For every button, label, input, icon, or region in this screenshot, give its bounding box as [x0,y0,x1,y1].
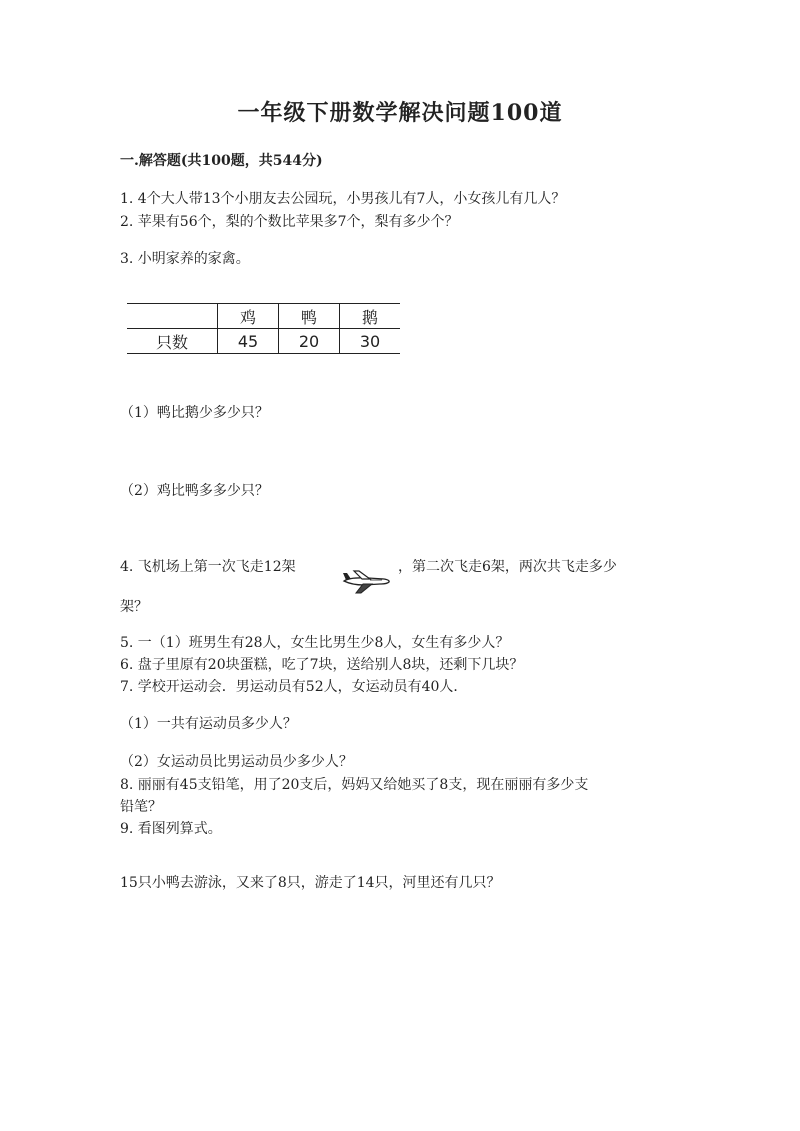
question-3-sub-1: （1）鸭比鹅少多少只？ [120,405,269,421]
question-9-text: 15只小鸭去游泳，又来了8只，游走了14只，河里还有几只？ [120,875,501,891]
poultry-table [127,303,400,354]
question-7-sub-1: （1）一共有运动员多少人？ [120,716,297,732]
page-title: 一年级下册数学解决问题100道 [237,100,563,126]
question-4-part-3: 架？ [120,599,148,615]
table-row [127,329,400,354]
question-6: 6. 盘子里原有20块蛋糕，吃了7块，送给别人8块，还剩下几块？ [120,657,524,673]
table-row-label: 只数 [127,329,218,354]
table-header-cell: 鸭 [279,304,340,329]
question-4-part-2: ，第二次飞走6架，两次共飞走多少 [398,559,617,575]
question-8-line-2: 铅笔？ [120,799,162,815]
table-cell: 20 [279,329,340,354]
question-7: 7. 学校开运动会．男运动员有52人，女运动员有40人． [120,679,468,695]
question-1: 1. 4个大人带13个小朋友去公园玩，小男孩儿有7人，小女孩儿有几人？ [120,191,566,207]
table-header-cell [127,304,218,329]
table-cell: 30 [340,329,401,354]
section-heading: 一.解答题(共100题，共544分) [120,153,323,169]
question-8-line-1: 8. 丽丽有45支铅笔，用了20支后，妈妈又给她买了8支，现在丽丽有多少支 [120,777,589,793]
table-header-row [127,304,400,329]
table-header-cell: 鹅 [340,304,401,329]
table-header-cell: 鸡 [218,304,279,329]
question-4-part-1: 4. 飞机场上第一次飞走12架 [120,559,296,575]
table-cell: 45 [218,329,279,354]
question-2: 2. 苹果有56个，梨的个数比苹果多7个，梨有多少个？ [120,214,459,230]
question-3-sub-2: （2）鸡比鸭多多少只？ [120,483,269,499]
question-7-sub-2: （2）女运动员比男运动员少多少人？ [120,754,353,770]
question-9: 9. 看图列算式。 [120,821,222,837]
question-3: 3. 小明家养的家禽。 [120,251,250,267]
question-5: 5. 一（1）班男生有28人，女生比男生少8人，女生有多少人？ [120,635,510,651]
airplane-icon [340,567,392,595]
